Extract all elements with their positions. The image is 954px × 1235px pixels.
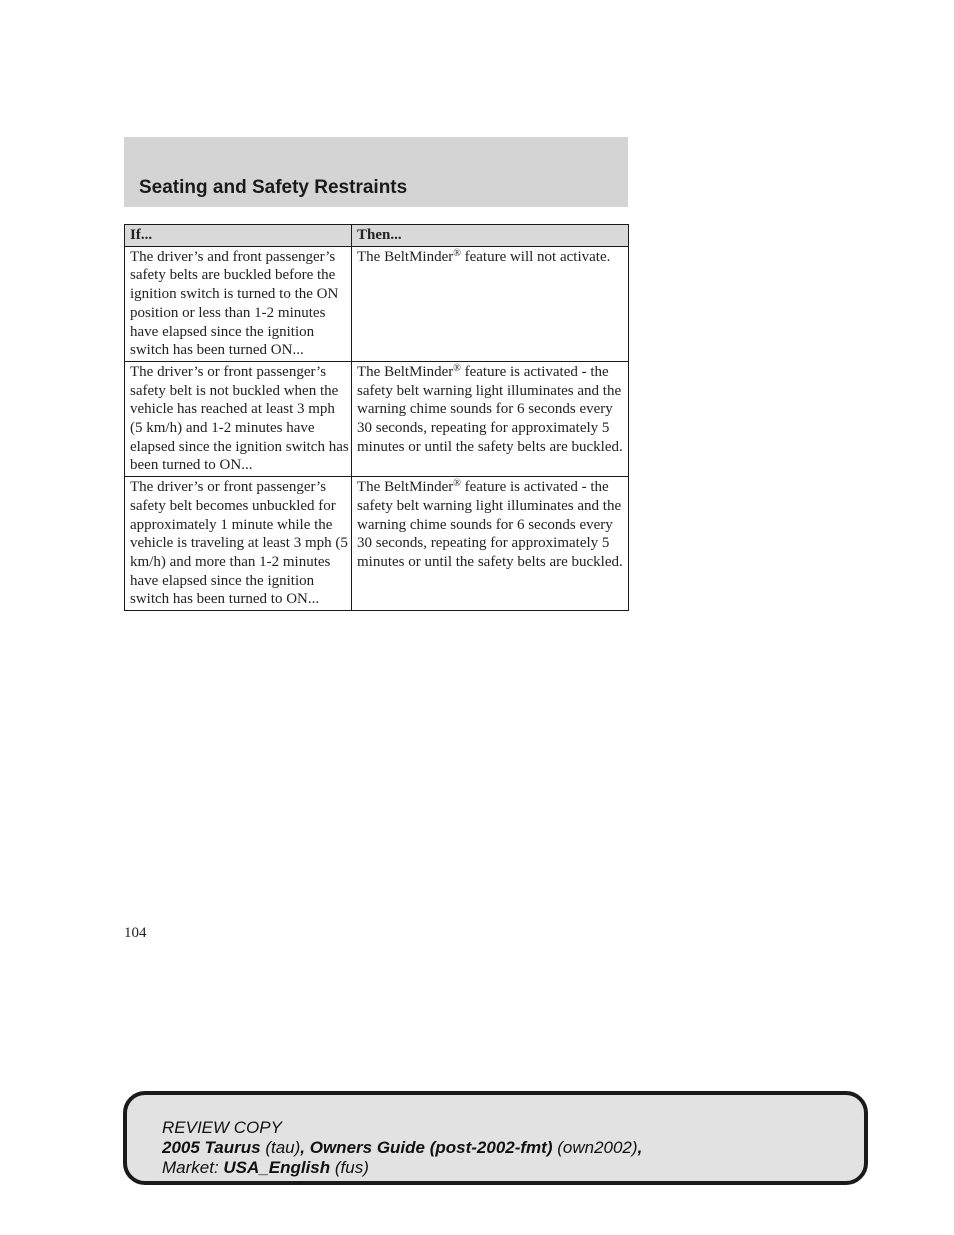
column-header-if: If... <box>125 225 352 247</box>
column-header-then: Then... <box>352 225 629 247</box>
result-text-end: feature will not activate. <box>460 248 611 265</box>
table-row <box>125 361 629 476</box>
section-header <box>124 137 628 207</box>
result-cell <box>352 246 629 361</box>
model-name: 2005 Taurus <box>162 1138 261 1157</box>
condition-cell: The driver’s or front passenger’s safety belt becomes unbuckled for approximately 1 minute while the vehicle is traveling at least 3 mph (5 km/h) and more than 1-2 minutes have elapsed since the ignition switch has been turned to ON... <box>125 477 352 611</box>
model-code: (tau) <box>260 1138 301 1157</box>
market-name: USA_English <box>223 1158 331 1177</box>
result-cell <box>352 361 629 476</box>
result-text-start: The BeltMinder <box>357 479 454 496</box>
guide-name: Owners Guide (post-2002-fmt) <box>309 1138 553 1157</box>
document-info-line <box>162 1138 642 1158</box>
table-row <box>125 246 629 361</box>
review-copy-text <box>162 1118 642 1178</box>
result-text-start: The BeltMinder <box>357 248 454 265</box>
section-title: Seating and Safety Restraints <box>139 177 408 198</box>
market-line <box>162 1158 642 1178</box>
condition-cell: The driver’s and front passenger’s safety belts are buckled before the ignition switch is turned to the ON position or less than 1-2 minutes have elapsed since the ignition switch has been turned ON... <box>125 246 352 361</box>
review-copy-label: REVIEW COPY <box>162 1118 282 1137</box>
table-row <box>125 477 629 611</box>
separator: , <box>637 1138 643 1157</box>
condition-cell: The driver’s or front passenger’s safety belt is not buckled when the vehicle has reached at least 3 mph (5 km/h) and 1-2 minutes have elapsed since the ignition switch has been turned to ON... <box>125 361 352 476</box>
page-number: 104 <box>124 925 147 941</box>
market-label: Market: <box>162 1158 224 1177</box>
registered-mark: ® <box>453 362 461 374</box>
guide-code: (own2002) <box>552 1138 638 1157</box>
review-copy-box <box>123 1091 868 1185</box>
table-header-row <box>125 225 629 247</box>
result-cell <box>352 477 629 611</box>
registered-mark: ® <box>453 247 461 259</box>
separator: , <box>300 1138 310 1157</box>
result-text-end: feature is activated - the safety belt warning light illuminates and the warning chime sounds for 6 seconds every 30 seconds, repeating for approximately 5 minutes or until the safety belts are buckled. <box>357 363 623 455</box>
condition-table <box>124 224 629 611</box>
registered-mark: ® <box>453 478 461 490</box>
market-code: (fus) <box>330 1158 369 1177</box>
result-text-start: The BeltMinder <box>357 363 454 380</box>
result-text-end: feature is activated - the safety belt warning light illuminates and the warning chime sounds for 6 seconds every 30 seconds, repeating for approximately 5 minutes or until the safety belts are buckled. <box>357 479 623 570</box>
